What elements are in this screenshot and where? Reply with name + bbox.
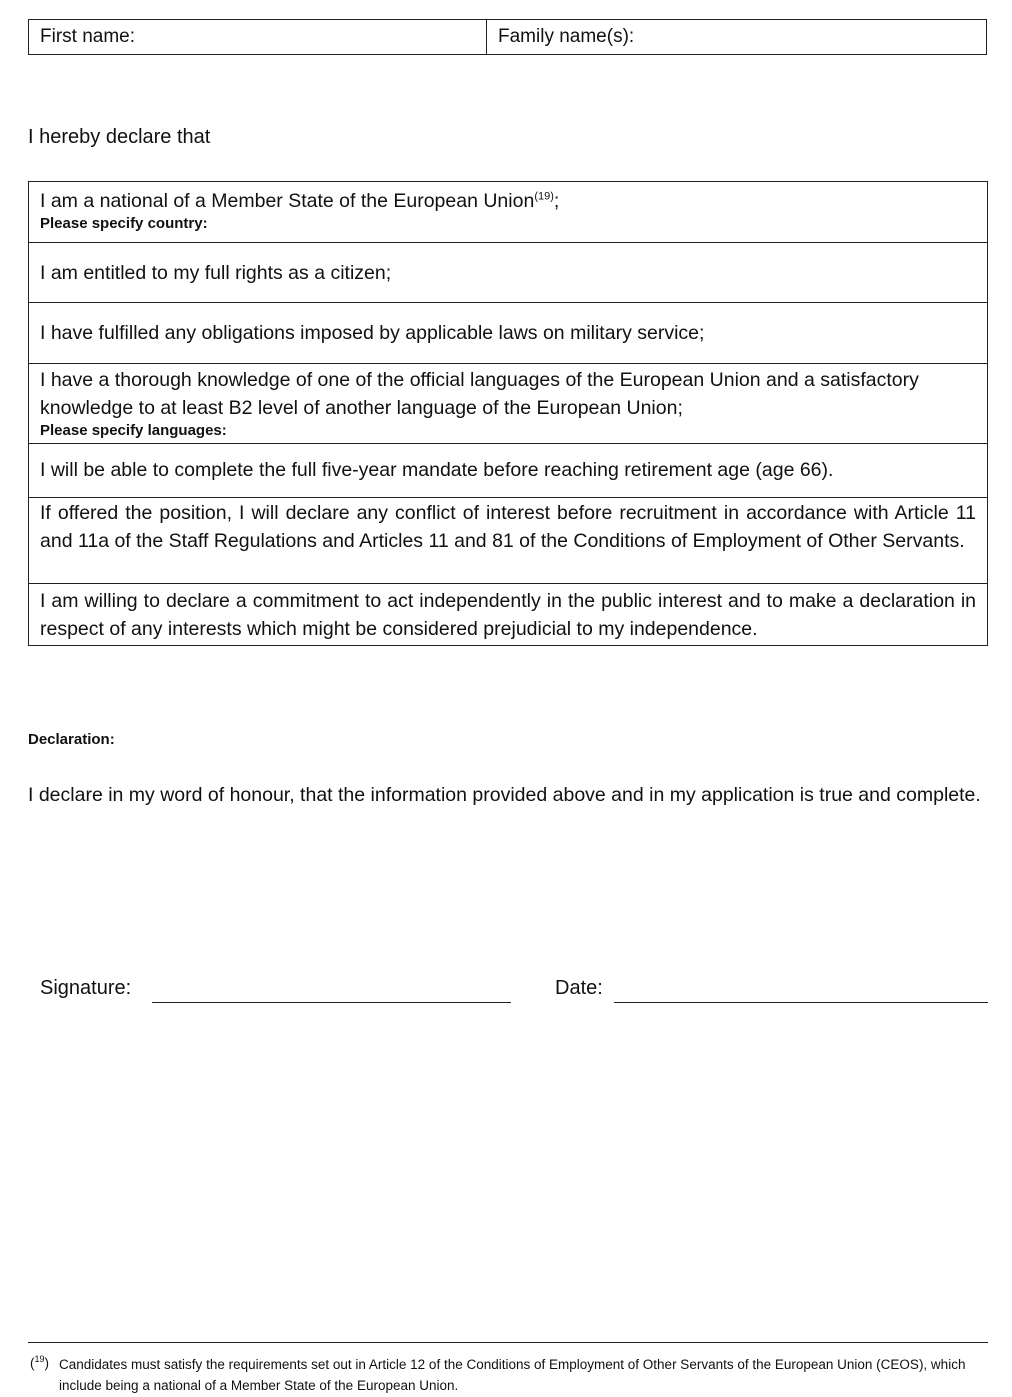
independence-text: I am willing to declare a commitment to act independently in the public interest and to make a declaration in respect of any interests which might be considered prejudicial to my independence.	[40, 590, 976, 640]
mandate-text: I will be able to complete the full five-year mandate before reaching retirement age (age 66).	[40, 459, 834, 481]
footnote-mark: ($^{19}$)	[30, 1354, 50, 1371]
name-table	[28, 19, 987, 55]
specify-country-label: Please specify country:	[40, 215, 208, 232]
date-line[interactable]	[614, 1002, 988, 1003]
signature-label: Signature:	[40, 977, 132, 999]
conflict-of-interest-text: If offered the position, I will declare any conflict of interest before recruitment in accordance with Article 11 and 11a of the Staff Regulations and Articles 11 and 81 of the Conditions of Employment of Other Servants.	[40, 502, 976, 552]
specify-languages-label: Please specify languages:	[40, 422, 227, 439]
criteria-row-languages[interactable]	[29, 363, 987, 443]
footnote-ref: (19)	[534, 190, 554, 203]
criteria-row-military-service[interactable]	[29, 302, 987, 363]
declaration-text: I declare in my word of honour, that the information provided above and in my application is true and complete.	[28, 784, 981, 806]
date-label: Date:	[555, 977, 603, 999]
declaration-heading: Declaration:	[28, 731, 115, 748]
signature-line[interactable]	[152, 1002, 511, 1003]
criteria-row-conflict-of-interest[interactable]	[29, 497, 987, 583]
nationality-text: I am a national of a Member State of the European Union$^{(19)}$;	[40, 190, 560, 212]
family-name-field[interactable]	[487, 20, 986, 54]
first-name-label: First name:	[40, 26, 136, 47]
languages-text: I have a thorough knowledge of one of the official languages of the European Union and a satisfactory knowledge to at least B2 level of another language of the European Union;	[40, 369, 919, 419]
family-name-label: Family name(s):	[498, 26, 635, 47]
military-service-text: I have fulfilled any obligations imposed by applicable laws on military service;	[40, 322, 705, 344]
footnote-divider	[28, 1342, 988, 1343]
first-name-field[interactable]	[29, 20, 487, 54]
criteria-row-citizen-rights[interactable]	[29, 242, 987, 302]
criteria-row-independence[interactable]	[29, 583, 987, 645]
citizen-rights-text: I am entitled to my full rights as a citizen;	[40, 262, 392, 284]
intro-text: I hereby declare that	[28, 126, 211, 148]
criteria-table	[28, 181, 988, 646]
criteria-row-nationality[interactable]	[29, 182, 987, 242]
criteria-row-mandate[interactable]	[29, 443, 987, 497]
footnote-text: Candidates must satisfy the requirements set out in Article 12 of the Conditions of Employment of Other Servants of the European Union (CEOS), which include being a national of a Member State of the European Union.	[59, 1357, 966, 1393]
